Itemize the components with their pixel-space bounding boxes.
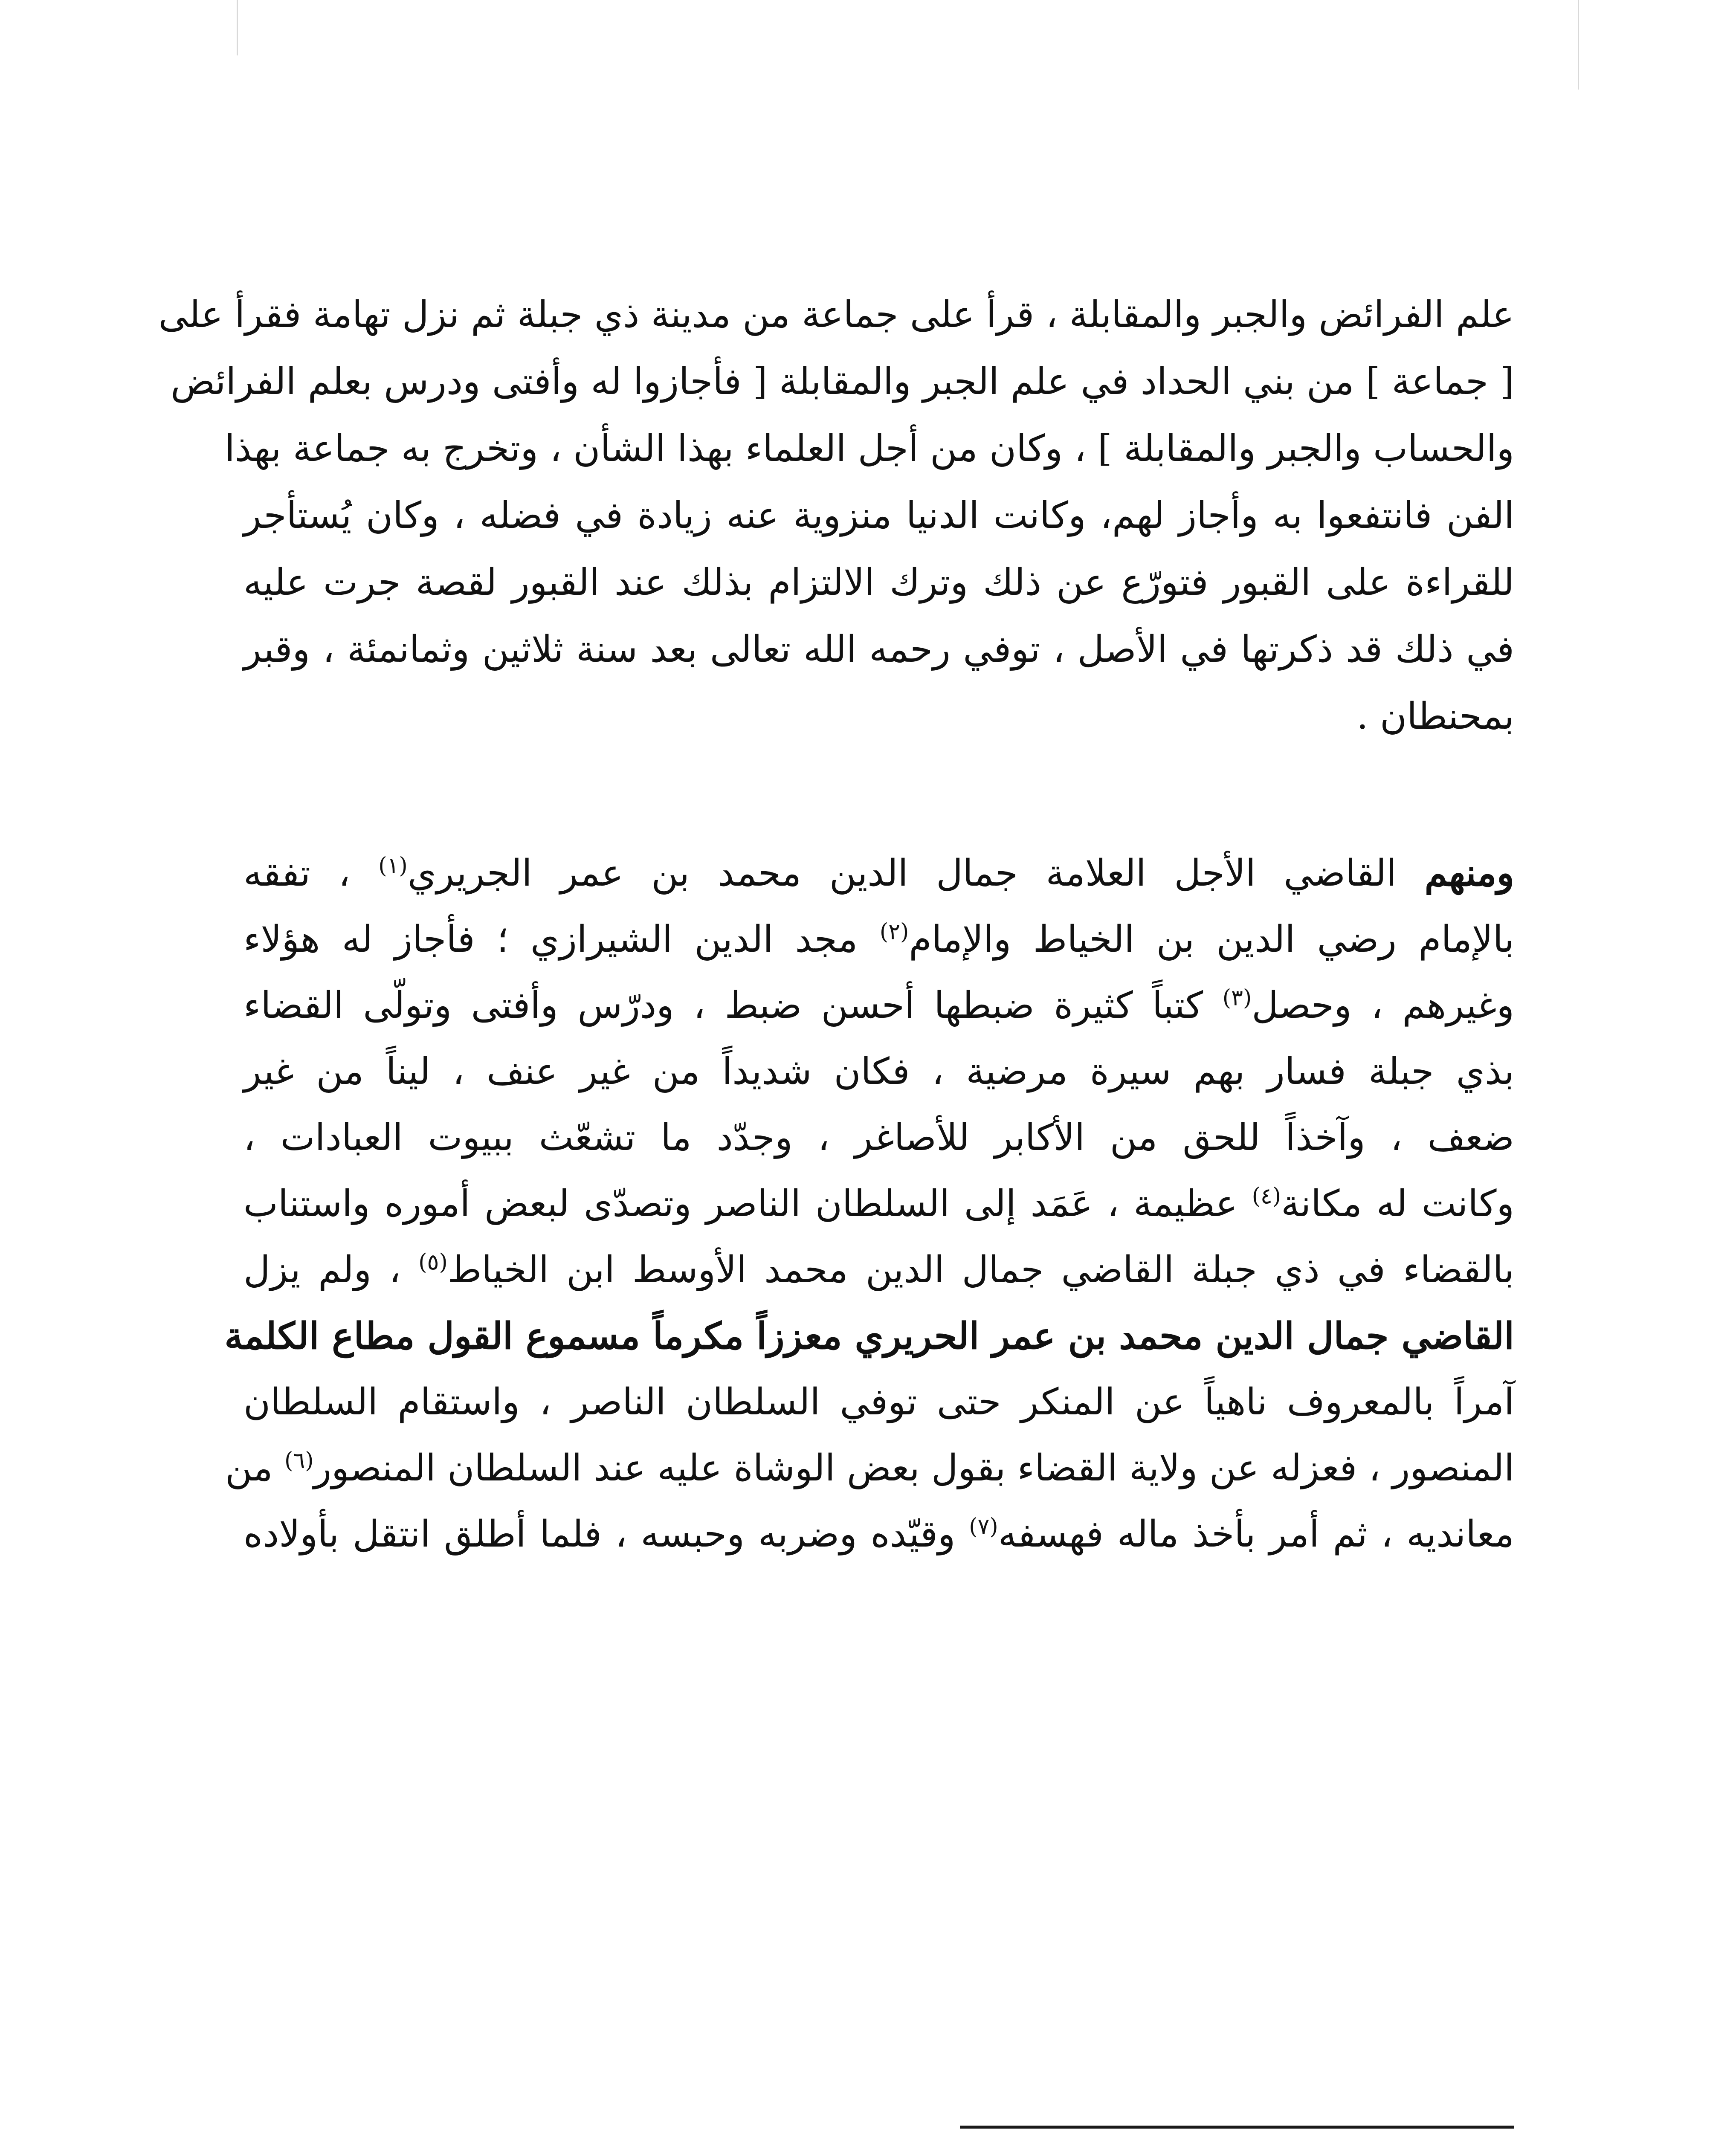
paragraph-2-line-10	[225, 1435, 1514, 1501]
line-text: ، تفقه	[243, 852, 379, 895]
footnote-ref-3: (٣)	[1222, 985, 1252, 1011]
paragraph-2-line-9: آمراً بالمعروف ناهياً عن المنكر حتى توفي السلطان الناصر ، واستقام السلطان	[243, 1381, 1514, 1423]
line-text: من	[225, 1447, 285, 1489]
line-text: وقيّده وضربه وحبسه ، فلما أطلق انتقل بأولاده	[243, 1513, 969, 1556]
paragraph-1-line-3: والحساب والجبر والمقابلة ] ، وكان من أجل العلماء بهذا الشأن ، وتخرج به جماعة بهذا	[224, 427, 1514, 470]
paragraph-2-line-6	[243, 1171, 1514, 1237]
paragraph-2-line-5: ضعف ، وآخذاً للحق من الأكابر للأصاغر ، وجدّد ما تشعّث ببيوت العبادات ،	[243, 1116, 1514, 1159]
line-text: المنصور ، فعزله عن ولاية القضاء بقول بعض الوشاة عليه عند السلطان المنصور	[313, 1447, 1514, 1489]
paragraph-1-line-1: علم الفرائض والجبر والمقابلة ، قرأ على جماعة من مدينة ذي جبلة ثم نزل تهامة فقرأ على	[158, 293, 1514, 336]
footnote-ref-7: (٧)	[969, 1514, 998, 1540]
paragraph-2-line-2	[243, 907, 1514, 973]
footnote-ref-4: (٤)	[1252, 1183, 1281, 1209]
paragraph-1-line-7: بمحنطان .	[1356, 695, 1514, 738]
paragraph-1-line-4: الفن فانتفعوا به وأجاز لهم، وكانت الدنيا منزوية عنه زيادة في فضله ، وكان يُستأجر	[243, 494, 1514, 537]
paragraph-2-line-8: القاضي جمال الدين محمد بن عمر الحريري معززاً مكرماً مسموع القول مطاع الكلمة	[224, 1315, 1514, 1358]
line-text: مجد الدين الشيرازي ؛ فأجاز له هؤلاء	[243, 918, 880, 961]
paragraph-2-line-7	[243, 1237, 1514, 1303]
line-text: القاضي الأجل العلامة جمال الدين محمد بن عمر الجريري	[407, 852, 1425, 895]
scan-edge-line-right	[1578, 0, 1579, 90]
footnote-ref-2: (٢)	[879, 919, 909, 945]
line-text: كتباً كثيرة ضبطها أحسن ضبط ، ودرّس وأفتى وتولّى القضاء	[243, 984, 1223, 1027]
paragraph-2-line-1	[243, 840, 1514, 907]
paragraph-1	[158, 281, 1514, 750]
footnote-ref-1: (١)	[378, 853, 408, 879]
scan-edge-line-left	[237, 0, 238, 55]
paragraph-2	[224, 840, 1515, 1567]
paragraph-1-line-6: في ذلك قد ذكرتها في الأصل ، توفي رحمه الله تعالى بعد سنة ثلاثين وثمانمئة ، وقبر	[243, 628, 1514, 671]
line-text: ، ولم يزل	[243, 1248, 419, 1291]
line-text: بالإمام رضي الدين بن الخياط والإمام	[909, 918, 1515, 961]
paragraph-2-line-4: بذي جبلة فسار بهم سيرة مرضية ، فكان شديداً من غير عنف ، ليناً من غير	[243, 1050, 1514, 1093]
footnote-separator	[960, 2126, 1514, 2129]
lead-word: ومنهم	[1424, 852, 1515, 895]
paragraph-1-line-2: [ جماعة ] من بني الحداد في علم الجبر والمقابلة [ فأجازوا له وأفتى ودرس بعلم الفرائض	[171, 360, 1514, 403]
footnote-ref-5: (٥)	[418, 1249, 448, 1275]
paragraph-2-line-11	[243, 1501, 1514, 1567]
line-text: وغيرهم ، وحصل	[1252, 984, 1514, 1027]
paragraph-2-line-3	[243, 973, 1514, 1039]
line-text: وكانت له مكانة	[1281, 1182, 1514, 1225]
paragraph-1-line-5: للقراءة على القبور فتورّع عن ذلك وترك الالتزام بذلك عند القبور لقصة جرت عليه	[243, 561, 1514, 604]
line-text: بالقضاء في ذي جبلة القاضي جمال الدين محمد الأوسط ابن الخياط	[447, 1248, 1514, 1291]
footnote-ref-6: (٦)	[284, 1448, 314, 1474]
line-text: معانديه ، ثم أمر بأخذ ماله فهسفه	[998, 1513, 1514, 1556]
line-text: عظيمة ، عَمَد إلى السلطان الناصر وتصدّى لبعض أموره واستناب	[243, 1182, 1252, 1225]
